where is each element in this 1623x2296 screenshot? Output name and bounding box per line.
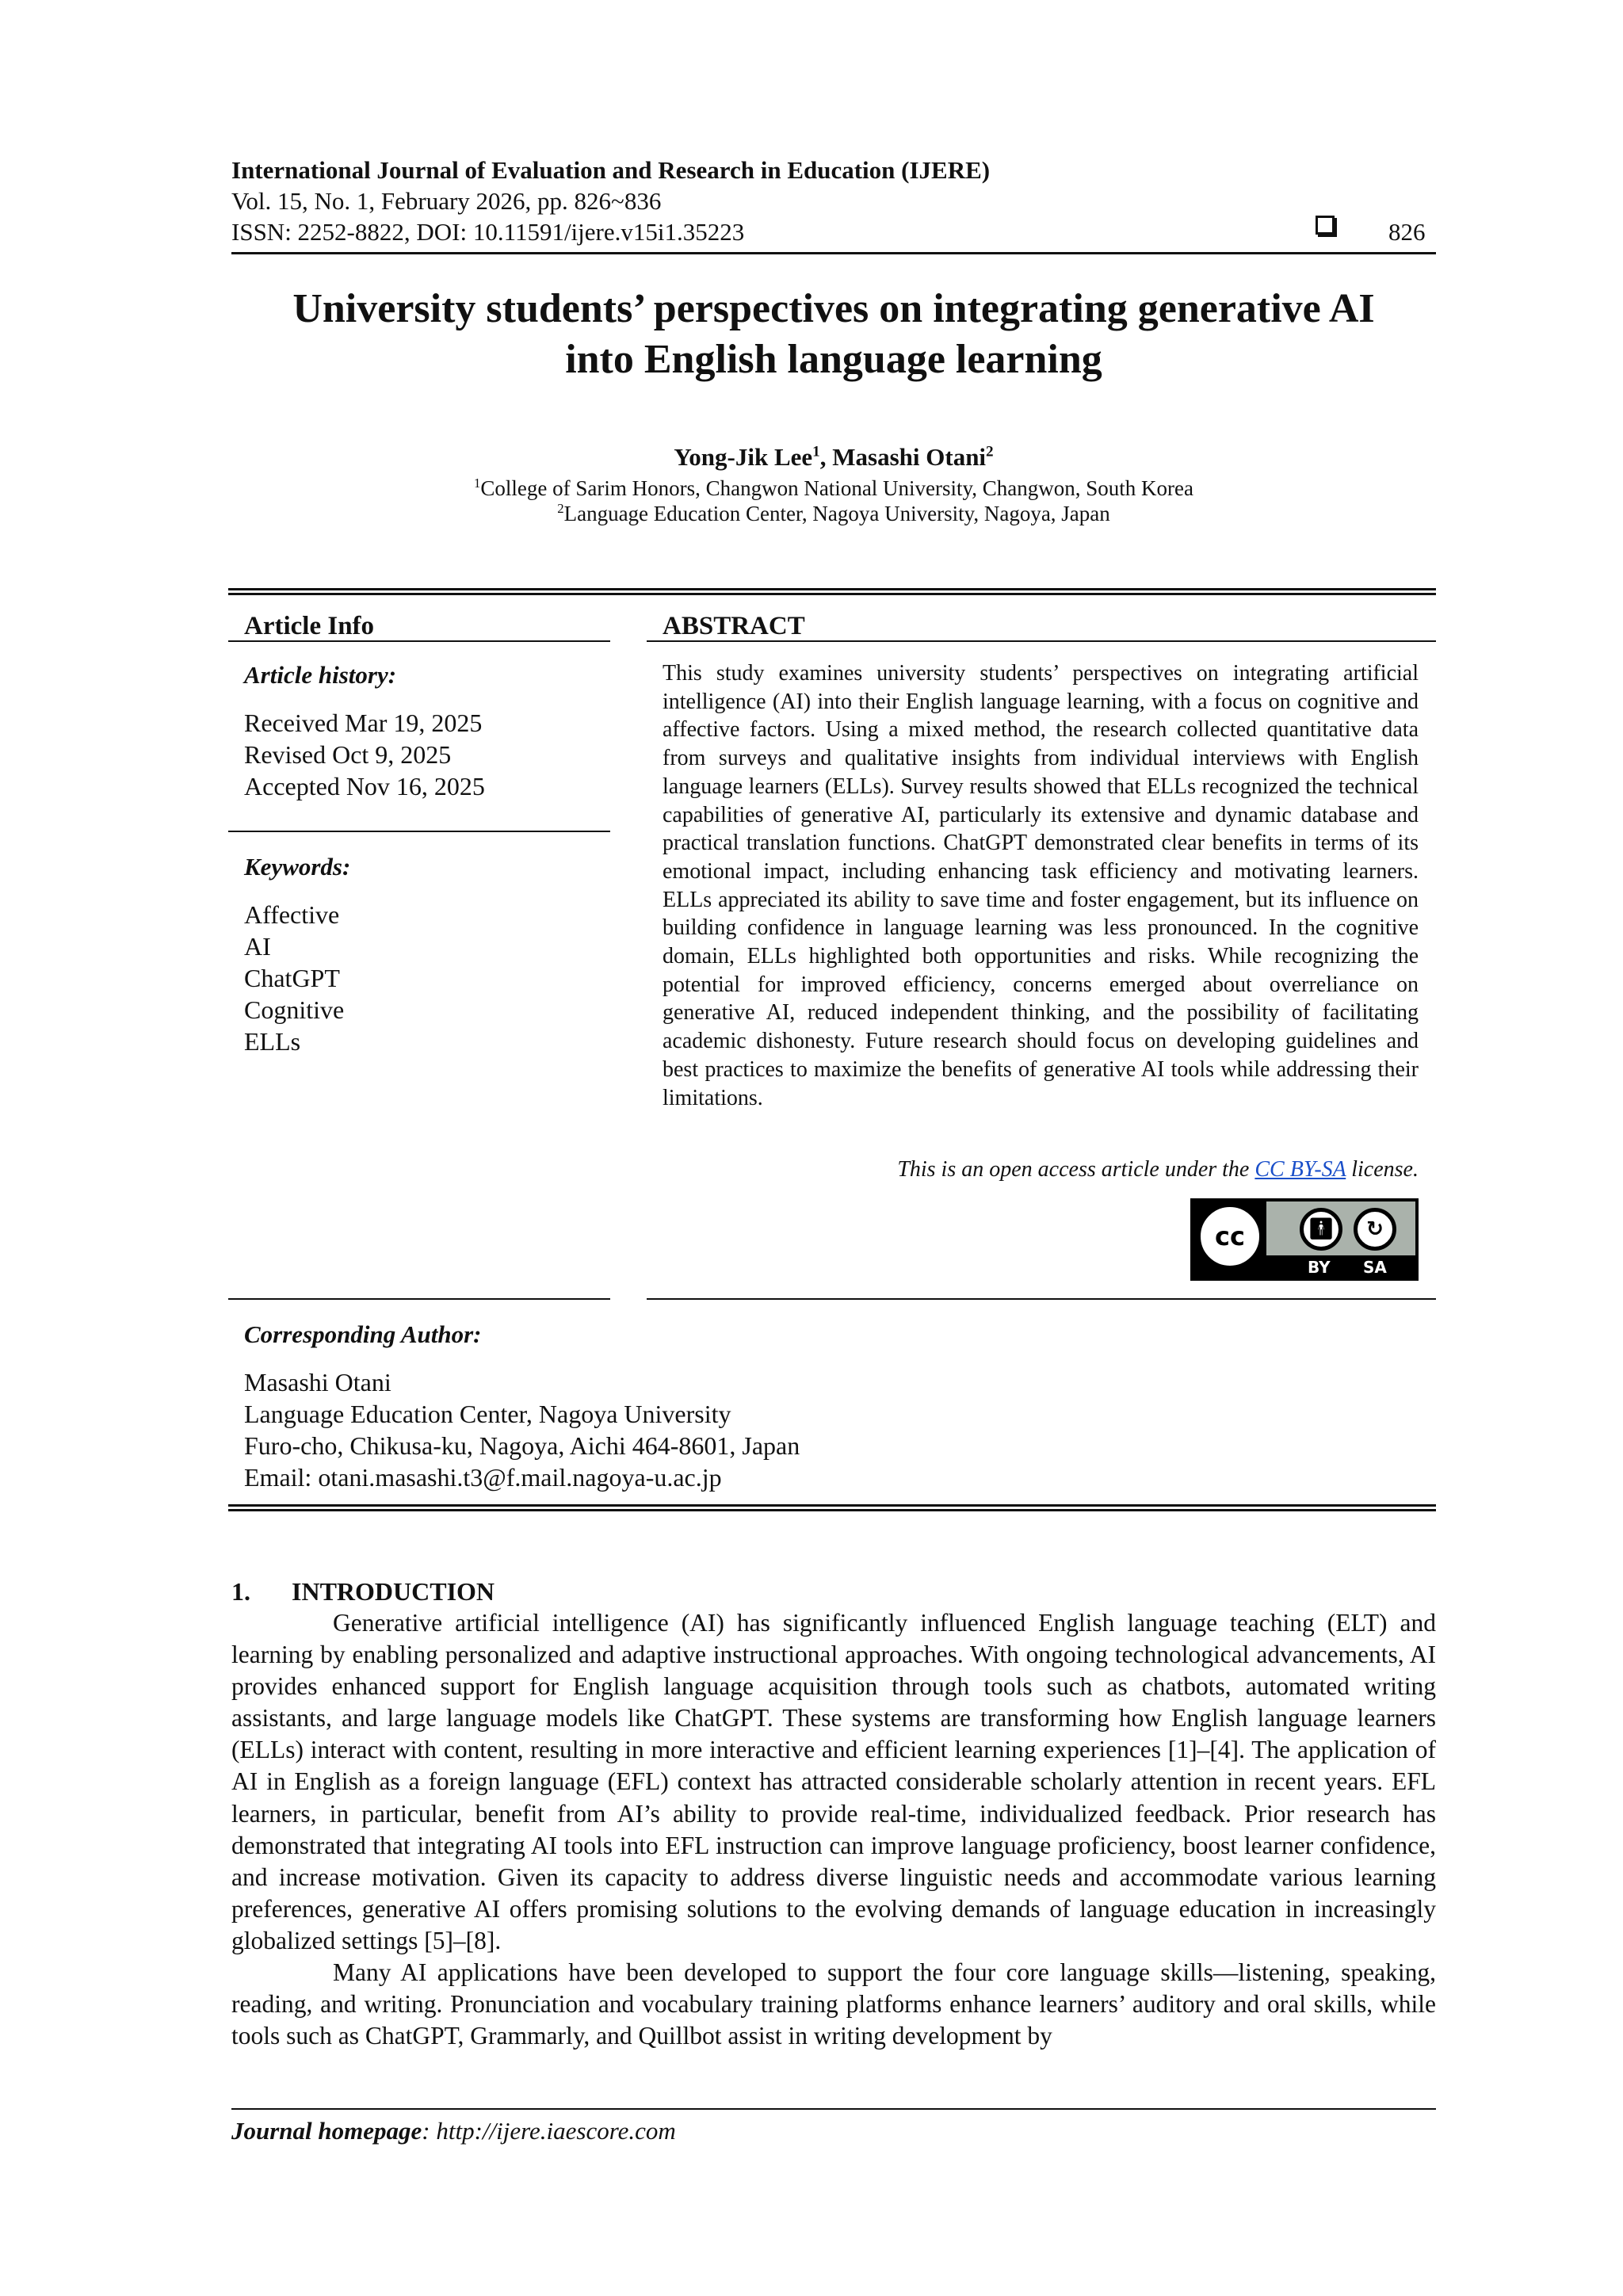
square-bullet-icon — [1316, 216, 1335, 235]
author-name: Masashi Otani — [832, 443, 987, 471]
header-rule — [231, 252, 1436, 254]
history-revised: Revised Oct 9, 2025 — [244, 740, 452, 769]
author-name: Yong-Jik Lee — [674, 443, 813, 471]
introduction-body — [231, 1607, 1436, 2052]
section-heading: INTRODUCTION — [292, 1577, 495, 1606]
corresponding-address: Furo-cho, Chikusa-ku, Nagoya, Aichi 464-8601, Japan — [244, 1431, 800, 1460]
footer — [231, 2116, 676, 2146]
abstract-heading: ABSTRACT — [663, 612, 805, 640]
license-prefix: This is an open access article under the — [897, 1157, 1255, 1182]
affiliation-text: Language Education Center, Nagoya University, Nagoya, Japan — [563, 502, 1110, 525]
page-number: 826 — [1388, 218, 1426, 246]
corresponding-affiliation: Language Education Center, Nagoya University — [244, 1400, 731, 1428]
affiliation-mark: 1 — [474, 476, 481, 491]
author-mark: 2 — [986, 443, 994, 460]
affiliation — [231, 501, 1436, 526]
affiliation — [231, 476, 1436, 501]
corresponding-email: Email: otani.masashi.t3@f.mail.nagoya-u.ac.jp — [244, 1463, 722, 1492]
section-number: 1. — [231, 1577, 250, 1606]
paper-title — [231, 284, 1436, 385]
info-box-top-rule — [228, 593, 1436, 595]
by-label: BY — [1308, 1258, 1331, 1277]
affiliation-text: College of Sarim Honors, Changwon National University, Changwon, South Korea — [480, 476, 1193, 500]
keyword: ChatGPT — [244, 964, 340, 992]
share-alike-icon: ↻ — [1354, 1208, 1396, 1251]
keyword: Cognitive — [244, 995, 345, 1024]
keyword: Affective — [244, 900, 340, 929]
license-statement — [663, 1156, 1419, 1184]
title-line: University students’ perspectives on integrating generative AI — [292, 286, 1375, 331]
keyword: AI — [244, 932, 271, 961]
journal-issn: ISSN: 2252-8822, DOI: 10.11591/ijere.v15i1.35223 — [231, 218, 745, 246]
article-info-rule — [228, 640, 610, 642]
info-box-top-rule — [228, 588, 1436, 590]
author-mark: 1 — [812, 443, 820, 460]
footer-rule — [231, 2108, 1436, 2110]
sa-label: SA — [1363, 1258, 1387, 1277]
title-line: into English language learning — [565, 337, 1102, 382]
body-paragraph: Many AI applications have been developed to support the four core language skills—listening, speaking, reading, and writing. Pronunciation and vocabulary training platforms enhance learners’ auditory and oral skills, while tools such as ChatGPT, Grammarly, and Quillbot assist in writing development by — [231, 1958, 1436, 2050]
license-suffix: license. — [1346, 1157, 1419, 1182]
article-info-heading: Article Info — [244, 612, 375, 640]
cc-by-sa-link[interactable]: CC BY-SA — [1254, 1157, 1346, 1182]
journal-name: International Journal of Evaluation and Research in Education (IJERE) — [231, 156, 991, 184]
journal-homepage-link[interactable]: : http://ijere.iaescore.com — [422, 2117, 676, 2145]
body-paragraph: Generative artificial intelligence (AI) has significantly influenced English language teaching (ELT) and learning by enabling personalized and adaptive instructional approaches. With ongoing technological advancements, AI provides enhanced support for English language acquisition through tools such as chatbots, automated writing assistants, and large language models like ChatGPT. These systems are transforming how English language learners (ELLs) interact with content, resulting in more interactive and efficient learning experiences [1]–[4]. The application of AI in English as a foreign language (EFL) context has attracted considerable scholarly attention in recent years. EFL learners, in particular, benefit from AI’s ability to provide real-time, individualized feedback. Prior research has demonstrated that integrating AI tools into EFL instruction can improve language proficiency, boost learner confidence, and increase motivation. Given its capacity to address diverse linguistic needs and accommodate various learning preferences, generative AI offers promising solutions to the evolving demands of language education in increasingly globalized settings [5]–[8]. — [231, 1609, 1436, 1954]
article-info-bottom-rule — [228, 1298, 610, 1300]
corresponding-name: Masashi Otani — [244, 1368, 391, 1396]
info-box-bottom-rule — [228, 1504, 1436, 1507]
keyword: ELLs — [244, 1027, 301, 1056]
corresponding-heading: Corresponding Author: — [244, 1320, 482, 1348]
abstract-rule — [647, 640, 1436, 642]
abstract-text: This study examines university students’ perspectives on integrating artificial intelligence (AI) into their English language learning, with a focus on cognitive and affective factors. Using a mixed method, the research collected quantitative data from surveys and qualitative insights from individual interviews with English language learners (ELLs). Survey results showed that ELLs recognized the technical capabilities of generative AI, particularly its extensive and dynamic database and practical translation functions. ChatGPT demonstrated clear benefits in terms of its emotional impact, including enhancing task efficiency and motivating learners. ELLs appreciated its ability to save time and foster engagement, but its influence on building confidence in language learning was less pronounced. In the cognitive domain, ELLs highlighted both opportunities and risks. While recognizing the potential for improved efficiency, concerns emerged about overreliance on generative AI, reduced independent thinking, and the possibility of facilitating academic dishonesty. Future research should focus on developing guidelines and best practices to maximize the benefits of generative AI tools while addressing their limitations. — [663, 661, 1419, 1110]
footer-label: Journal homepage — [231, 2117, 422, 2145]
author-list: Yong-Jik Lee$^1$, Masashi Otani$^2$ — [674, 443, 994, 471]
cc-icon: cc — [1197, 1203, 1263, 1270]
affiliation-mark: 2 — [557, 501, 564, 516]
abstract-bottom-rule — [647, 1298, 1436, 1300]
history-heading: Article history: — [244, 661, 397, 689]
history-received: Received Mar 19, 2025 — [244, 709, 483, 737]
cc-by-sa-badge[interactable] — [1190, 1198, 1419, 1281]
keywords-heading: Keywords: — [244, 853, 351, 881]
history-rule — [228, 831, 610, 832]
attribution-person-icon: 🚹︎ — [1300, 1208, 1342, 1251]
journal-volume: Vol. 15, No. 1, February 2026, pp. 826~836 — [231, 187, 662, 215]
info-box-bottom-rule — [228, 1509, 1436, 1511]
history-accepted: Accepted Nov 16, 2025 — [244, 772, 485, 800]
